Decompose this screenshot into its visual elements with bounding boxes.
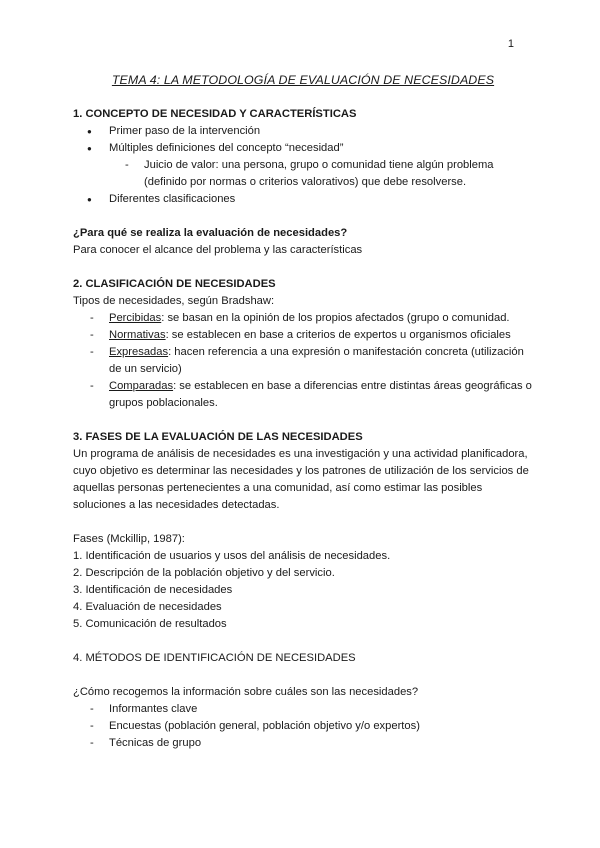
term-comparadas: Comparadas [109,380,174,392]
term-expresadas: Expresadas [109,346,169,358]
term-percibidas: Percibidas [109,312,162,324]
list-item: - Técnicas de grupo [73,735,533,752]
section-1-sublist [73,157,533,191]
term-normativas: Normativas [109,329,166,341]
answer-1: Para conocer el alcance del problema y las características [73,244,363,256]
term-description: : hacen referencia a una expresión o manifestación concreta (utilización de un servicio) [109,346,524,375]
section-4-question: ¿Cómo recogemos la información sobre cuáles son las necesidades? [73,686,419,698]
spacer [73,259,533,276]
page-number: 1 [507,38,514,50]
question-1: ¿Para qué se realiza la evaluación de necesidades? [73,227,348,239]
list-item: ● Diferentes clasificaciones [73,191,533,208]
phase-item: 4. Evaluación de necesidades [73,601,222,613]
spacer [73,667,533,684]
section-4-list [73,701,533,752]
list-item: - Encuestas (población general, población objetivo y/o expertos) [73,718,533,735]
phase-item: 3. Identificación de necesidades [73,584,233,596]
section-1-bullets [73,123,533,157]
list-item: ● Primer paso de la intervención [73,123,533,140]
phase-item: 5. Comunicación de resultados [73,618,227,630]
term-description: : se basan en la opinión de los propios afectados (grupo o comunidad. [161,312,510,324]
spacer [73,633,533,650]
document-title: TEMA 4: LA METODOLOGÍA DE EVALUACIÓN DE NECESIDADES [111,73,495,87]
phase-item: 1. Identificación de usuarios y usos del análisis de necesidades. [73,550,391,562]
list-item [73,310,533,327]
term-description: : se establecen en base a diferencias entre distintas áreas geográficas o grupos poblacionales. [109,380,532,409]
spacer [73,208,533,225]
list-item [73,344,533,378]
section-3-paragraph: Un programa de análisis de necesidades es una investigación y una actividad planificadora, cuyo objetivo es determinar las necesidades y los patrones de utilización de los servicios de aquellas personas pertenecientes a una comunidad, así como estimar las posibles soluciones a las necesidades detectadas. [73,448,529,511]
list-item: ● Múltiples definiciones del concepto “necesidad” [73,140,533,157]
section-4-heading: 4. MÉTODOS DE IDENTIFICACIÓN DE NECESIDADES [73,652,356,664]
section-1-heading: 1. CONCEPTO DE NECESIDAD Y CARACTERÍSTICAS [73,108,357,120]
list-item [73,327,533,344]
phases-intro: Fases (Mckillip, 1987): [73,533,185,545]
term-description: : se establecen en base a criterios de expertos u organismos oficiales [165,329,511,341]
spacer [73,514,533,531]
phase-item: 2. Descripción de la población objetivo y del servicio. [73,567,335,579]
section-2-list [73,310,533,412]
list-item [73,378,533,412]
list-item: - Informantes clave [73,701,533,718]
section-2-intro: Tipos de necesidades, según Bradshaw: [73,295,275,307]
list-item: - Juicio de valor: una persona, grupo o comunidad tiene algún problema (definido por normas o criterios valorativos) que debe resolverse. [73,157,533,191]
spacer [73,412,533,429]
document-body [73,72,533,752]
section-2-heading: 2. CLASIFICACIÓN DE NECESIDADES [73,278,276,290]
section-1-bullets-2 [73,191,533,208]
section-3-heading: 3. FASES DE LA EVALUACIÓN DE LAS NECESIDADES [73,431,363,443]
